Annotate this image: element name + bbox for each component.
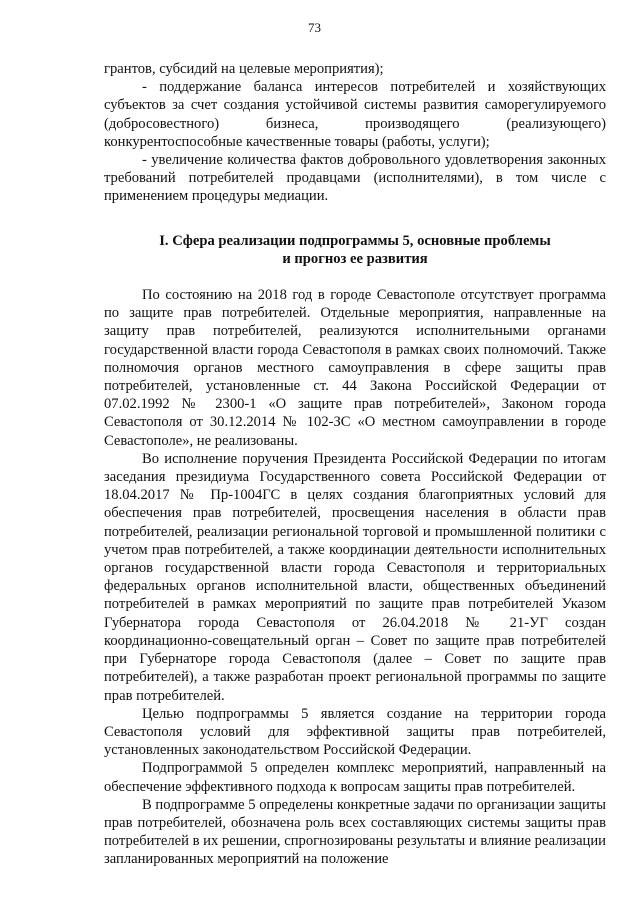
paragraph-presidential-order: Во исполнение поручения Президента Российской Федерации по итогам заседания президиума Государственного совета Российской Федерации от 18.04.2017 № Пр-1004ГС в целях создания благоприятных условий для обеспечения прав потребителей, просвещения населения в области прав потребителей, реализации региональной торговой и промышленной политики с учетом прав потребителей, а также координации деятельности исполнительных органов государственной власти города Севастополя и территориальных федеральных органов исполнительной власти, общественных объединений потребителей в рамках мероприятий по защите прав потребителей Указом Губернатора города Севастополя от 26.04.2018 № 21-УГ создан координационно-совещательный орган – Совет по защите прав потребителей при Губернаторе города Севастополя (далее – Совет по защите прав потребителей), а также разработан проект региональной программы по защите прав потребителей. <box>104 450 606 704</box>
paragraph-goal: Целью подпрограммы 5 является создание на территории города Севастополя условий для эффективной защиты прав потребителей, установленных законодательством Российской Федерации. <box>104 705 606 759</box>
page-number: 73 <box>308 20 321 35</box>
section-heading-line-2: и прогноз ее развития <box>282 250 428 267</box>
paragraph-tasks: В подпрограмме 5 определены конкретные задачи по организации защиты прав потребителей, обозначена роль всех составляющих системы защиты прав потребителей в их решении, спрогнозированы результаты и влияние реализации запланированных мероприятий на положение <box>104 796 606 868</box>
list-item-balance: - поддержание баланса интересов потребителей и хозяйствующих субъектов за счет создания устойчивой системы развития саморегулируемого (добросовестного) бизнеса, производящего (реализующего) конкурентоспособные качественные товары (работы, услуги); <box>104 79 606 150</box>
section-heading <box>104 232 606 268</box>
paragraph-measures: Подпрограммой 5 определен комплекс мероприятий, направленный на обеспечение эффективного подхода к вопросам защиты прав потребителей. <box>104 760 606 795</box>
paragraph-current-state: По состоянию на 2018 год в городе Севастополе отсутствует программа по защите прав потребителей. Отдельные мероприятия, направленные на защиту прав потребителей, реализуются исполнительными органами государственной власти города Севастополя в рамках своих полномочий. Также полномочия органов местного самоуправления в сфере защиты прав потребителей, установленные ст. 44 Закона Российской Федерации от 07.02.1992 № 2300-1 «О защите прав потребителей», Законом города Севастополя от 30.12.2014 № 102-ЗС «О местном самоуправлении в городе Севастополе», не реализованы. <box>104 287 606 449</box>
paragraph-continuation: грантов, субсидий на целевые мероприятия); <box>104 61 384 77</box>
list-item-voluntary-satisfaction: - увеличение количества фактов добровольного удовлетворения законных требований потребителей продавцами (исполнителями), в том числе с применением процедуры медиации. <box>104 152 606 205</box>
section-heading-line-1: I. Сфера реализации подпрограммы 5, основные проблемы <box>159 232 551 249</box>
document-body <box>104 60 606 869</box>
